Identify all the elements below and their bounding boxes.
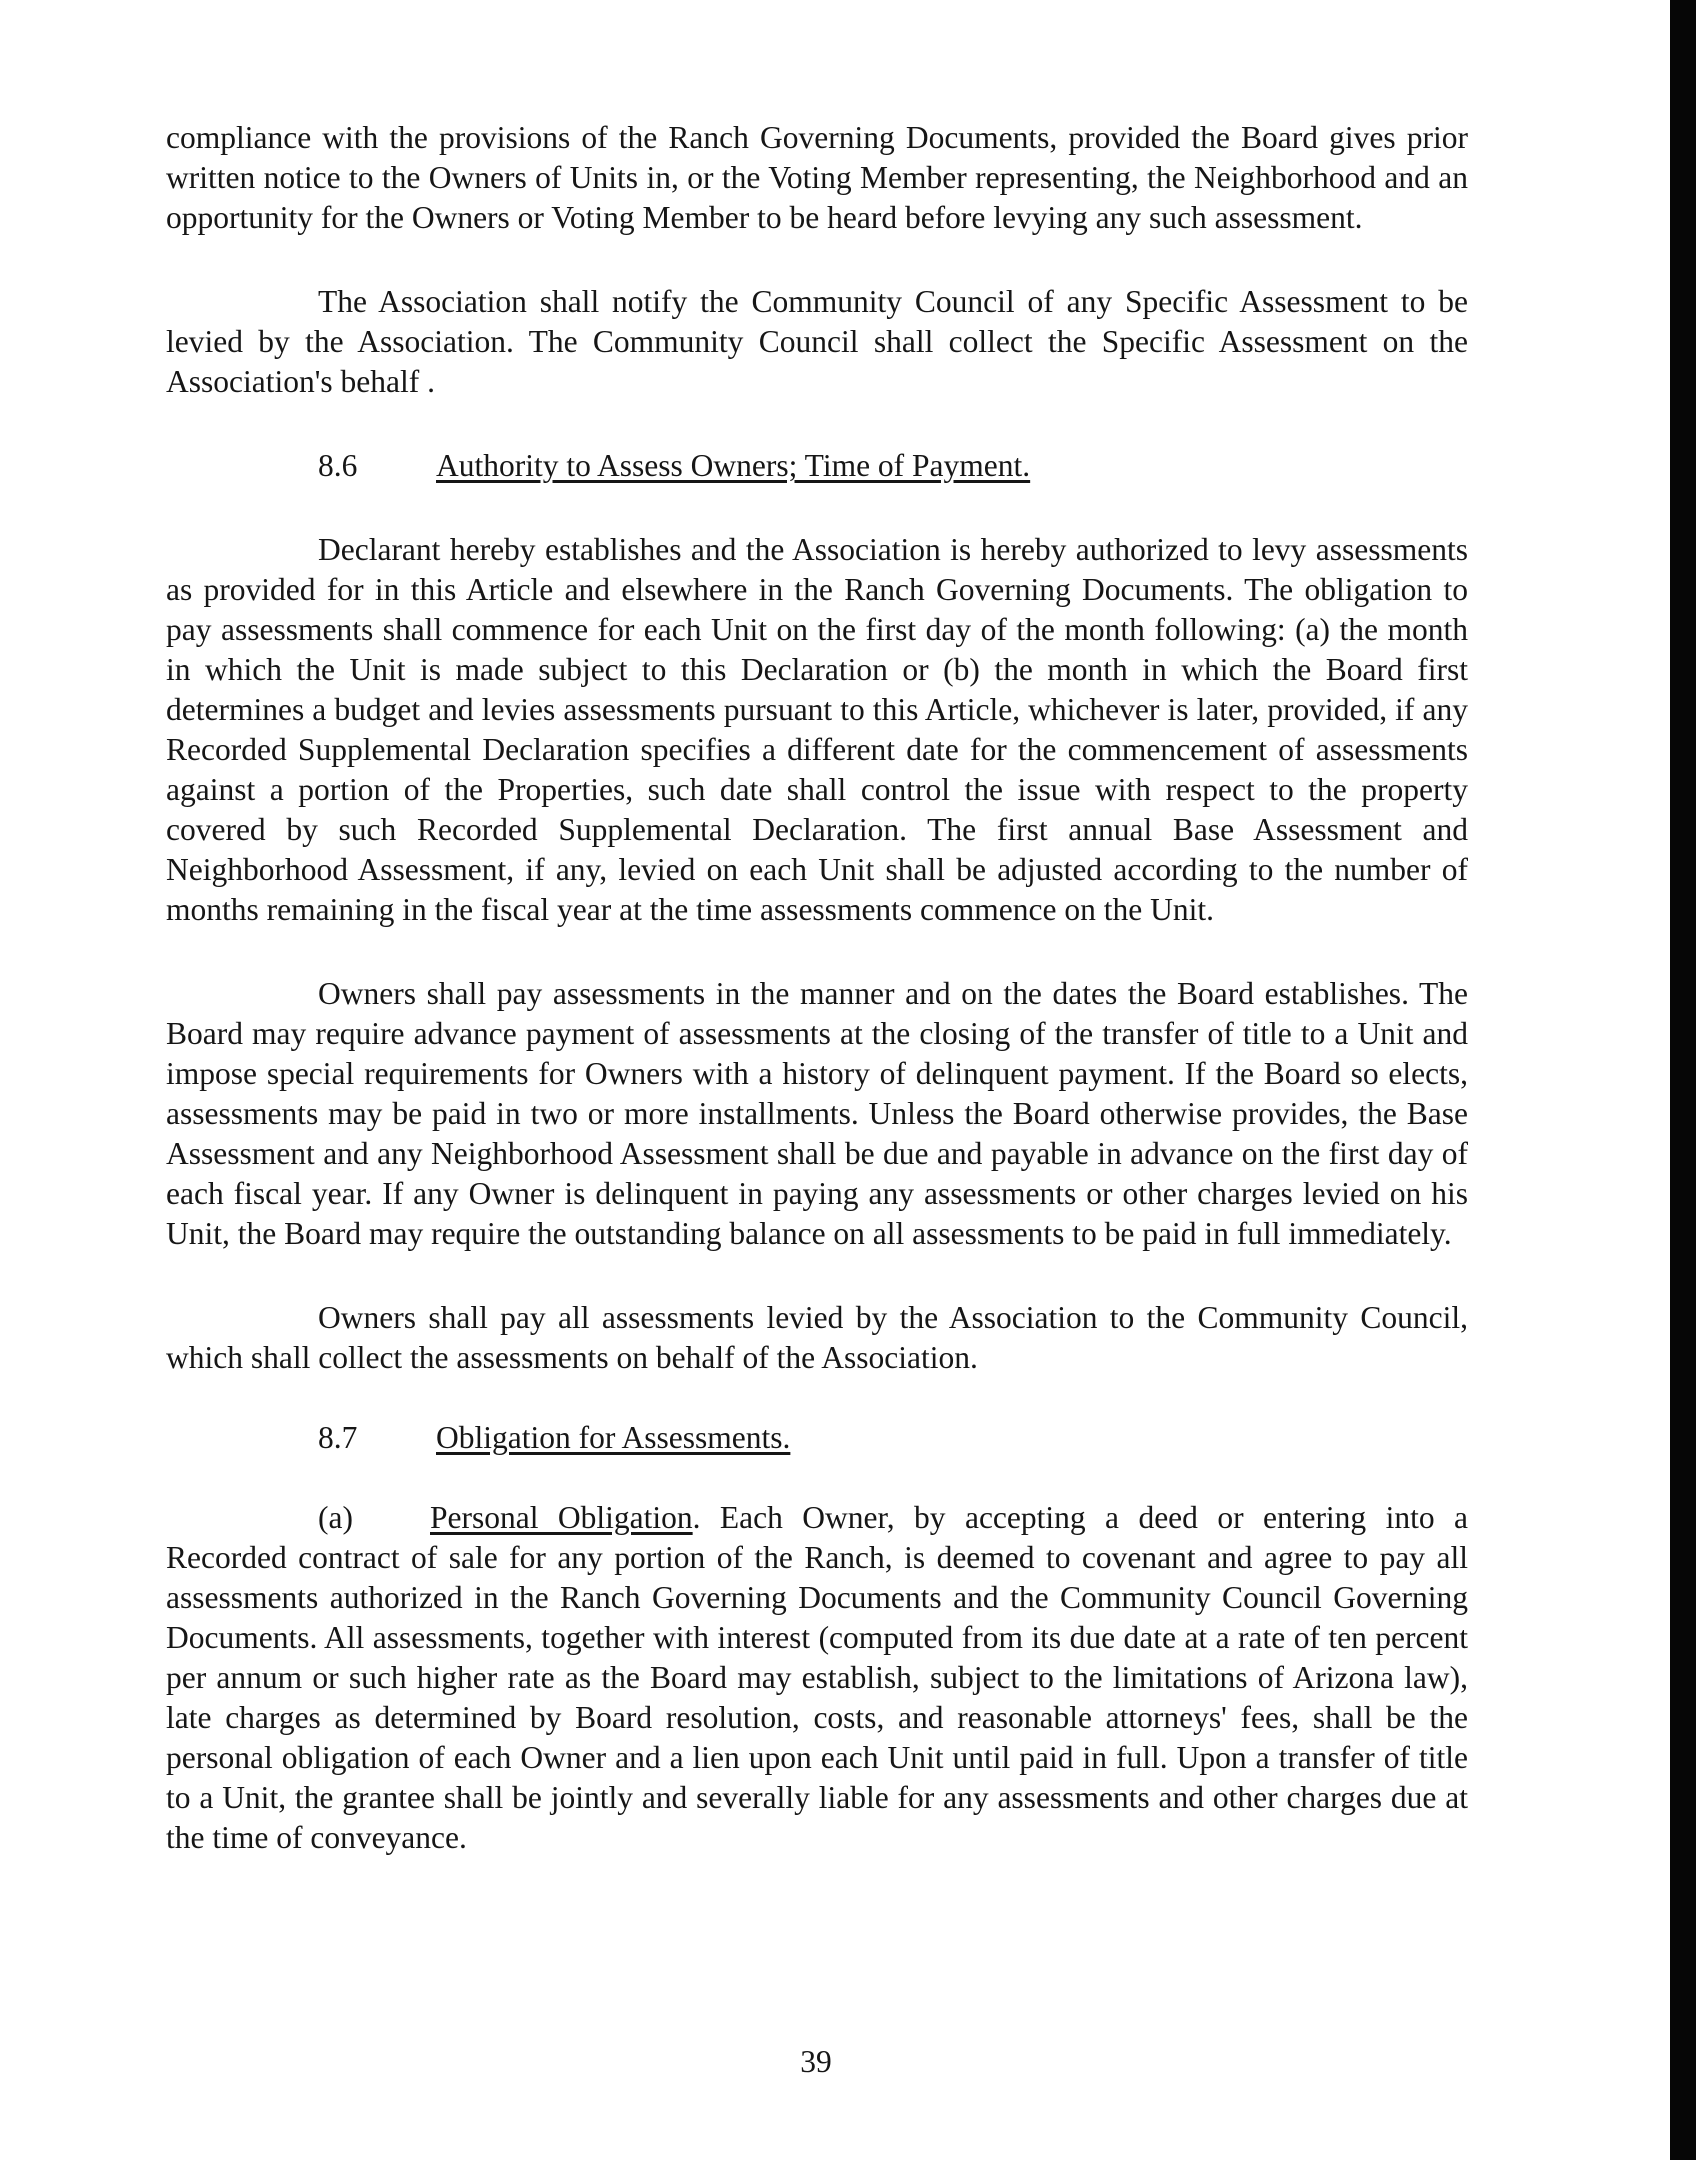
subsection-text: . Each Owner, by accepting a deed or entering into a Recorded contract of sale for any portion of the Ranch, is deemed to covenant and agree to pay all assessments authorized in the Ranch Governing Documents and the Community Council Governing Documents. All assessments, together with interest (computed from its due date at a rate of ten percent per annum or such higher rate as the Board may establish, subject to the limitations of Arizona law), late charges as determined by Board resolution, costs, and reasonable attorneys' fees, shall be the personal obligation of each Owner and a lien upon each Unit until paid in full. Upon a transfer of title to a Unit, the grantee shall be jointly and severally liable for any assessments and other charges due at the time of conveyance. <box>166 1500 1469 1855</box>
section-number: 8.6 <box>318 448 358 483</box>
section-number: 8.7 <box>318 1420 358 1455</box>
section-title: Authority to Assess Owners; Time of Payment. <box>436 448 1031 483</box>
subsection-title: Personal Obligation <box>430 1500 693 1535</box>
scan-edge-border <box>1670 0 1696 2160</box>
paragraph-community-council-collection: Owners shall pay all assessments levied by the Association to the Community Council, which shall collect the assessments on behalf of the Association. <box>166 1300 1468 1375</box>
subsection-label: (a) <box>318 1500 353 1535</box>
subsection-a-personal-obligation <box>166 1498 1468 1858</box>
paragraph-community-council-notice: The Association shall notify the Community Council of any Specific Assessment to be levied by the Association. The Community Council shall collect the Specific Assessment on the Association's behalf . <box>166 284 1468 399</box>
document-body <box>166 118 1468 1858</box>
page-number: 39 <box>800 2044 832 2079</box>
section-8-7-heading <box>166 1418 1468 1458</box>
paragraph-payment-manner: Owners shall pay assessments in the manner and on the dates the Board establishes. The Board may require advance payment of assessments at the closing of the transfer of title to a Unit and impose special requirements for Owners with a history of delinquent payment. If the Board so elects, assessments may be paid in two or more installments. Unless the Board otherwise provides, the Base Assessment and any Neighborhood Assessment shall be due and payable in advance on the first day of each fiscal year. If any Owner is delinquent in paying any assessments or other charges levied on his Unit, the Board may require the outstanding balance on all assessments to be paid in full immediately. <box>166 976 1468 1251</box>
paragraph-declarant-authority: Declarant hereby establishes and the Association is hereby authorized to levy assessments as provided for in this Article and elsewhere in the Ranch Governing Documents. The obligation to pay assessments shall commence for each Unit on the first day of the month following: (a) the month in which the Unit is made subject to this Declaration or (b) the month in which the Board first determines a budget and levies assessments pursuant to this Article, whichever is later, provided, if any Recorded Supplemental Declaration specifies a different date for the commencement of assessments against a portion of the Properties, such date shall control the issue with respect to the property covered by such Recorded Supplemental Declaration. The first annual Base Assessment and Neighborhood Assessment, if any, levied on each Unit shall be adjusted according to the number of months remaining in the fiscal year at the time assessments commence on the Unit. <box>166 532 1468 927</box>
paragraph-assessment-compliance: compliance with the provisions of the Ranch Governing Documents, provided the Board gives prior written notice to the Owners of Units in, or the Voting Member representing, the Neighborhood and an opportunity for the Owners or Voting Member to be heard before levying any such assessment. <box>166 120 1468 235</box>
section-8-6-heading <box>166 446 1468 486</box>
section-title: Obligation for Assessments. <box>436 1420 791 1455</box>
